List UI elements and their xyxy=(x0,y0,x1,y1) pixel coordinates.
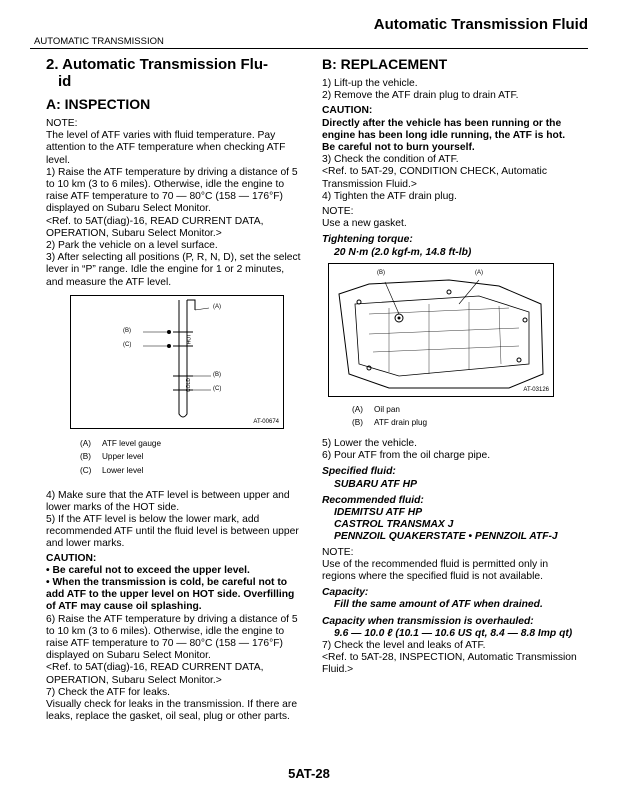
capacity-label: Capacity: xyxy=(322,587,369,599)
r-note-text: Use a new gasket. xyxy=(322,218,407,230)
inspection-heading: A: INSPECTION xyxy=(46,96,151,112)
rec-fluid-2: CASTROL TRANSMAX J xyxy=(334,519,454,531)
step-6-ref: <Ref. to 5AT(diag)-16, READ CURRENT DATA, OPERATION, Subaru Select Monitor.> xyxy=(46,662,264,686)
note-label: NOTE: xyxy=(46,118,78,129)
r-caution-label: CAUTION: xyxy=(322,105,373,117)
fig-label-c2: (C) xyxy=(213,385,222,392)
r-note2-label: NOTE: xyxy=(322,546,354,558)
step-7-text: Visually check for leaks in the transmission. If there are leaks, replace the gasket, oil seal, plug or other parts. xyxy=(46,699,298,723)
r-caution-text: Directly after the vehicle has been running or the engine has been long idle running, the ATF is hot. Be careful not to burn yourself. xyxy=(322,117,566,154)
replacement-heading: B: REPLACEMENT xyxy=(322,56,448,72)
step-5: 5) If the ATF level is below the lower mark, add recommended ATF until the fluid level is between upper and lower marks. xyxy=(46,514,299,550)
caution-label: CAUTION: xyxy=(46,552,97,564)
r-step-1: 1) Lift-up the vehicle. xyxy=(322,78,418,89)
atf-gauge-figure xyxy=(70,295,284,429)
legend-item: (A) Oil pan xyxy=(352,404,400,414)
spec-label: Specified fluid: xyxy=(322,466,396,478)
fig-label-a: (A) xyxy=(213,303,221,310)
legend-item: (A) ATF level gauge xyxy=(80,438,162,448)
legend-item: (B) ATF drain plug xyxy=(352,418,428,428)
left-column xyxy=(46,54,304,723)
capacity-value: Fill the same amount of ATF when drained. xyxy=(334,599,543,611)
legend-item: (C) Lower level xyxy=(80,466,144,476)
step-2: 2) Park the vehicle on a level surface. xyxy=(46,240,218,252)
r-step-3: 3) Check the condition of ATF. xyxy=(322,154,459,166)
fig-label-b: (B) xyxy=(377,269,385,276)
oil-pan-drawing xyxy=(329,264,553,396)
rec-fluid-1: IDEMITSU ATF HP xyxy=(334,507,423,519)
fig-label-c: (C) xyxy=(123,341,132,348)
r-step-2: 2) Remove the ATF drain plug to drain ATF. xyxy=(322,90,519,102)
capacity-overhaul-label: Capacity when transmission is overhauled: xyxy=(322,615,534,627)
torque-label: Tightening torque: xyxy=(322,234,413,246)
figure-legend xyxy=(80,437,304,478)
torque-value: 20 N·m (2.0 kgf-m, 14.8 ft-lb) xyxy=(334,246,472,258)
step-1: 1) Raise the ATF temperature by driving a distance of 5 to 10 km (3 to 6 miles). Otherwise, idle the engine to raise ATF temperature to 70 — 80°C (158 — 176°F) displayed on Subaru Select Monitor. xyxy=(46,166,298,215)
right-column xyxy=(322,54,578,677)
r-step-6: 6) Pour ATF from the oil charge pipe. xyxy=(322,450,491,462)
cold-mark: COLD xyxy=(185,377,192,392)
heading-line-2: id xyxy=(58,73,72,90)
page-header-title: Automatic Transmission Fluid xyxy=(373,16,588,33)
rec-label: Recommended fluid: xyxy=(322,494,424,506)
atf-gauge-drawing xyxy=(71,296,283,428)
hot-mark: HOT xyxy=(186,333,193,345)
step-6: 6) Raise the ATF temperature by driving a distance of 5 to 10 km (3 to 6 miles). Otherwise, idle the engine to raise ATF temperature to 70 — 80°C (158 — 176°F) displayed on Subaru Select Monitor. xyxy=(46,613,298,662)
figure-code: AT-03126 xyxy=(523,386,549,393)
step-1-ref: <Ref. to 5AT(diag)-16, READ CURRENT DATA, OPERATION, Subaru Select Monitor.> xyxy=(46,215,264,239)
page-number: 5AT-28 xyxy=(288,766,330,781)
fig-label-b: (B) xyxy=(123,327,131,334)
step-7: 7) Check the ATF for leaks. xyxy=(46,686,170,698)
r-step-7: 7) Check the level and leaks of ATF. xyxy=(322,640,486,652)
r-step-4: 4) Tighten the ATF drain plug. xyxy=(322,190,457,202)
step-3: 3) After selecting all positions (P, R, N, D), set the select lever in “P” range. Idle the engine for 1 or 2 minutes, and measure the ATF level. xyxy=(46,252,301,288)
caution-item-1: • Be careful not to exceed the upper level. xyxy=(46,564,250,576)
caution-item-2: • When the transmission is cold, be careful not to add ATF to the upper level on HOT side. Overfilling of ATF may cause oil splashing. xyxy=(46,577,295,613)
r-step-3-ref: <Ref. to 5AT-29, CONDITION CHECK, Automatic Transmission Fluid.> xyxy=(322,166,547,190)
capacity-overhaul-value: 9.6 — 10.0 ℓ (10.1 — 10.6 US qt, 8.4 — 8.8 Imp qt) xyxy=(334,627,573,639)
note-text: The level of ATF varies with fluid temperature. Pay attention to the ATF temperature when checking ATF level. xyxy=(46,130,286,166)
r-note2-text: Use of the recommended fluid is permitted only in regions where the specified fluid is not available. xyxy=(322,558,549,583)
section-heading xyxy=(46,56,304,90)
oil-pan-figure xyxy=(328,263,554,397)
heading-line-1: 2. Automatic Transmission Flu- xyxy=(46,56,268,73)
fig-label-b2: (B) xyxy=(213,371,221,378)
r-step-7-ref: <Ref. to 5AT-28, INSPECTION, Automatic Transmission Fluid.> xyxy=(322,652,577,676)
header-rule xyxy=(30,48,588,49)
figure-code: AT-00674 xyxy=(253,418,279,425)
step-4: 4) Make sure that the ATF level is between upper and lower marks of the HOT side. xyxy=(46,489,290,513)
figure-legend xyxy=(352,403,578,430)
r-note-label: NOTE: xyxy=(322,206,354,218)
spec-value: SUBARU ATF HP xyxy=(334,478,417,490)
legend-item: (B) Upper level xyxy=(80,452,144,462)
section-label: AUTOMATIC TRANSMISSION xyxy=(34,36,164,47)
r-step-5: 5) Lower the vehicle. xyxy=(322,438,418,450)
rec-fluid-3: PENNZOIL QUAKERSTATE • PENNZOIL ATF-J xyxy=(334,531,558,543)
fig-label-a: (A) xyxy=(475,269,483,276)
